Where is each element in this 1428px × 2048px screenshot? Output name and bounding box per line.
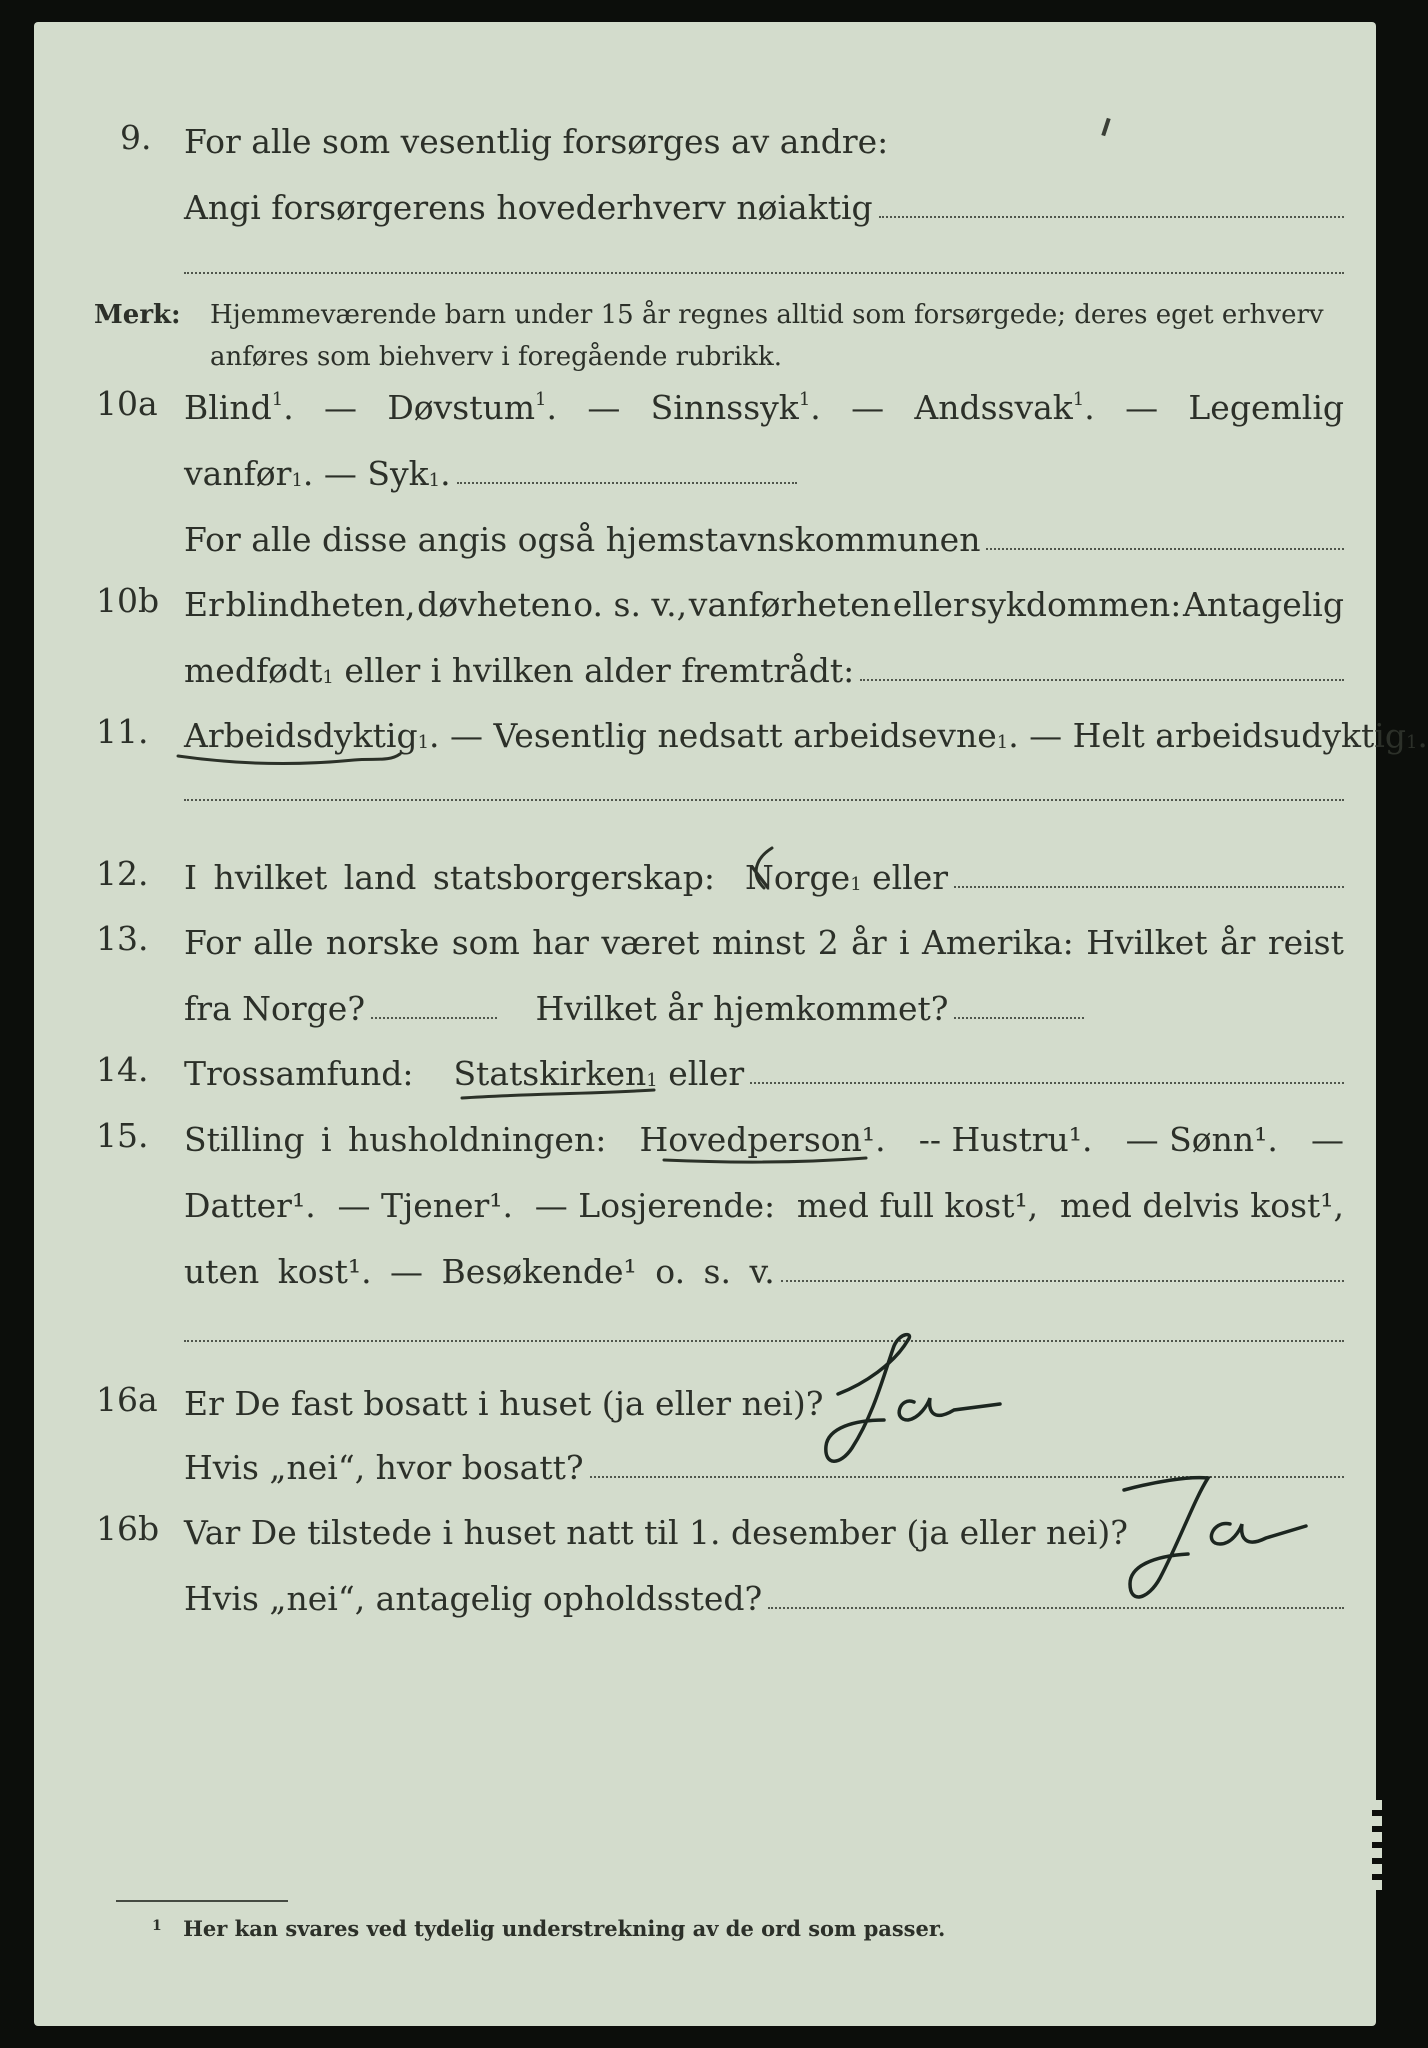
answer-field-year-left[interactable] (371, 1017, 497, 1019)
question-15-line-2 (184, 1178, 1344, 1225)
answer-field-citizenship[interactable] (954, 886, 1344, 888)
question-10a-line-1 (184, 380, 1344, 427)
word: alle (253, 923, 314, 962)
handwritten-answer-16a[interactable] (804, 1324, 1034, 1474)
answer-field-household-position-cont[interactable] (184, 1340, 1344, 1342)
question-number-15: 15. (96, 1116, 149, 1155)
option-arbeidsdyktig[interactable]: Arbeidsdyktig (184, 716, 418, 755)
question-14-eller: eller (657, 1054, 745, 1093)
answer-field-onset-age[interactable] (860, 679, 1344, 681)
question-number-9: 9. (120, 118, 152, 157)
option-full-kost[interactable]: med full kost¹, (796, 1186, 1039, 1225)
census-form-page (34, 22, 1428, 2026)
question-12-eller: eller (861, 858, 949, 897)
question-16a-line-1 (184, 1376, 884, 1423)
question-10b-line-2: medfødt $_1$ eller i hvilken alder fremtrådt: (184, 643, 1344, 687)
option-norge[interactable]: Norge (745, 858, 851, 897)
handwritten-underline-arbeidsdyktig (174, 748, 404, 770)
question-16b-text: Var De tilstede i huset natt til 1. desember (ja eller nei)? (184, 1513, 1128, 1552)
option-hovedperson[interactable]: Hovedperson¹. (639, 1120, 886, 1159)
answer-field-household-position[interactable] (781, 1280, 1344, 1282)
question-number-10b: 10b (96, 581, 160, 620)
question-14-text: Trossamfund: (184, 1054, 414, 1093)
word: som (451, 923, 520, 962)
answer-field-home-municipality[interactable] (986, 548, 1344, 550)
option-statskirken[interactable]: Statskirken (453, 1054, 647, 1093)
dash: — (587, 388, 621, 427)
footnote (152, 1916, 945, 1941)
question-10b-age-text: eller i hvilken alder fremtrådt: (333, 651, 855, 690)
option-andssvak: Andssvak$^1$. (914, 388, 1095, 427)
question-number-10a: 10a (96, 384, 158, 423)
question-15-text: Stilling i husholdningen: (184, 1120, 607, 1159)
word: 2 (817, 923, 839, 962)
word: sykdommen: (970, 585, 1182, 624)
option-syk: . — Syk (302, 454, 429, 493)
option-datter[interactable]: Datter¹. (184, 1186, 316, 1225)
word: minst (712, 923, 806, 962)
question-number-14: 14. (96, 1050, 149, 1089)
option-arbeidsudyktig[interactable]: . — Helt arbeidsudyktig (1008, 716, 1406, 755)
answer-field-syk[interactable] (457, 482, 797, 484)
question-15-line-1 (184, 1112, 1344, 1159)
question-10b-line-1 (184, 577, 1344, 624)
footnote-text: Her kan svares ved tydelig understrekning av de ord som passer. (183, 1916, 946, 1941)
word: reist (1267, 923, 1344, 962)
answer-field-work-capacity[interactable] (184, 799, 1344, 801)
option-legemlig: Legemlig (1188, 388, 1344, 427)
question-number-12: 12. (96, 854, 149, 893)
question-13-line-1 (184, 915, 1344, 962)
question-9-text: For alle som vesentlig forsørges av andre: (184, 122, 889, 161)
question-12-text: I hvilket land statsborgerskap: (184, 858, 716, 897)
question-15-line-3-text: uten kost¹. — Besøkende¹ o. s. v. (184, 1252, 775, 1291)
handwritten-underline-hovedperson (660, 1152, 870, 1168)
handwritten-answer-16b[interactable] (1104, 1460, 1344, 1620)
question-number-16a: 16a (96, 1380, 158, 1419)
question-9-sub-text: Angi forsørgerens hovederhverv nøiaktig (184, 188, 873, 227)
question-13-left-text: fra Norge? (184, 989, 366, 1028)
dash: — (1310, 1120, 1344, 1159)
question-13-return-text: Hvilket år hjemkommet? (535, 989, 949, 1028)
option-vanfor: vanfør (184, 454, 292, 493)
option-medfodt: medfødt (184, 651, 323, 690)
handwritten-j-stroke (804, 1324, 1034, 1474)
footnote-mark: 1 (152, 1918, 162, 1934)
handwritten-underline-norge (742, 844, 782, 894)
question-10a-line-3 (184, 512, 1344, 559)
word: Antagelig (1183, 585, 1344, 624)
word: o. s. v., (573, 585, 688, 624)
word: norske (325, 923, 440, 962)
question-10a-line-2: vanfør $_1$ . — Syk $_1$ . (184, 446, 884, 490)
word: Hvilket (1086, 923, 1208, 962)
handwritten-underline-statskirken (458, 1086, 658, 1106)
question-12-line-1: I hvilket land statsborgerskap: Norge $_1$ eller (184, 850, 1344, 894)
question-11-line-1: Arbeidsdyktig $_1$ . — Vesentlig nedsatt arbeidsevne $_1$ . — Helt arbeidsudyktig $_1$ . (184, 716, 1428, 755)
note-label: Merk: (94, 300, 181, 330)
question-13-line-2 (184, 981, 1084, 1028)
word: år (1219, 923, 1256, 962)
word: eller (892, 585, 969, 624)
question-10a-municipality-text: For alle disse angis også hjemstavnskommunen (184, 520, 981, 559)
option-tjener[interactable]: — Tjener¹. (337, 1186, 514, 1225)
question-14-line-1: Trossamfund: Statskirken $_1$ eller (184, 1046, 1344, 1090)
option-nedsatt-arbeidsevne[interactable]: . — Vesentlig nedsatt arbeidsevne (429, 716, 997, 755)
question-16b-line-1 (184, 1505, 1134, 1552)
answer-field-provider-occupation[interactable] (879, 216, 1344, 218)
dash: — (1125, 388, 1159, 427)
question-9-line-1 (184, 114, 1344, 161)
question-16b-sub-text: Hvis „nei“, antagelig opholdssted? (184, 1579, 763, 1618)
dash: — (851, 388, 885, 427)
word: har (532, 923, 589, 962)
option-blind: Blind$^1$. (184, 388, 294, 427)
question-15-losjerende: — Losjerende: (534, 1186, 776, 1225)
answer-field-provider-occupation-cont[interactable] (184, 272, 1344, 274)
question-number-11: 11. (96, 712, 149, 751)
answer-field-year-returned[interactable] (954, 1017, 1084, 1019)
answer-field-religion[interactable] (750, 1082, 1344, 1084)
option-sinnssyk: Sinnssyk$^1$. (650, 388, 821, 427)
word: blindheten, (225, 585, 416, 624)
question-9-line-2 (184, 180, 1344, 227)
word: år (851, 923, 887, 962)
question-number-13: 13. (96, 919, 149, 958)
question-15-line-3 (184, 1244, 1344, 1291)
note-text: Hjemmeværende barn under 15 år regnes alltid som forsørgede; deres eget erhverv anføres som biehverv i foregående rubrikk. (210, 300, 1324, 372)
word: Amerika: (922, 923, 1074, 962)
question-16a-text: Er De fast bosatt i huset (ja eller nei)? (184, 1384, 824, 1423)
word: For (184, 923, 241, 962)
footnote-rule (116, 1900, 288, 1902)
word: Er (184, 585, 224, 624)
handwritten-j-stroke (1104, 1460, 1344, 1620)
option-hustru[interactable]: -- Hustru¹. (918, 1120, 1093, 1159)
option-delvis-kost[interactable]: med delvis kost¹, (1059, 1186, 1344, 1225)
question-number-16b: 16b (96, 1509, 160, 1548)
word: døvheten (417, 585, 572, 624)
option-sonn[interactable]: — Sønn¹. (1125, 1120, 1278, 1159)
question-16a-sub-text: Hvis „nei“, hvor bosatt? (184, 1448, 584, 1487)
word: vanførheten (688, 585, 892, 624)
dash: — (324, 388, 358, 427)
option-dovstum: Døvstum$^1$. (387, 388, 557, 427)
word: i (899, 923, 910, 962)
word: været (601, 923, 700, 962)
page-edge-damage (1372, 1800, 1382, 1890)
